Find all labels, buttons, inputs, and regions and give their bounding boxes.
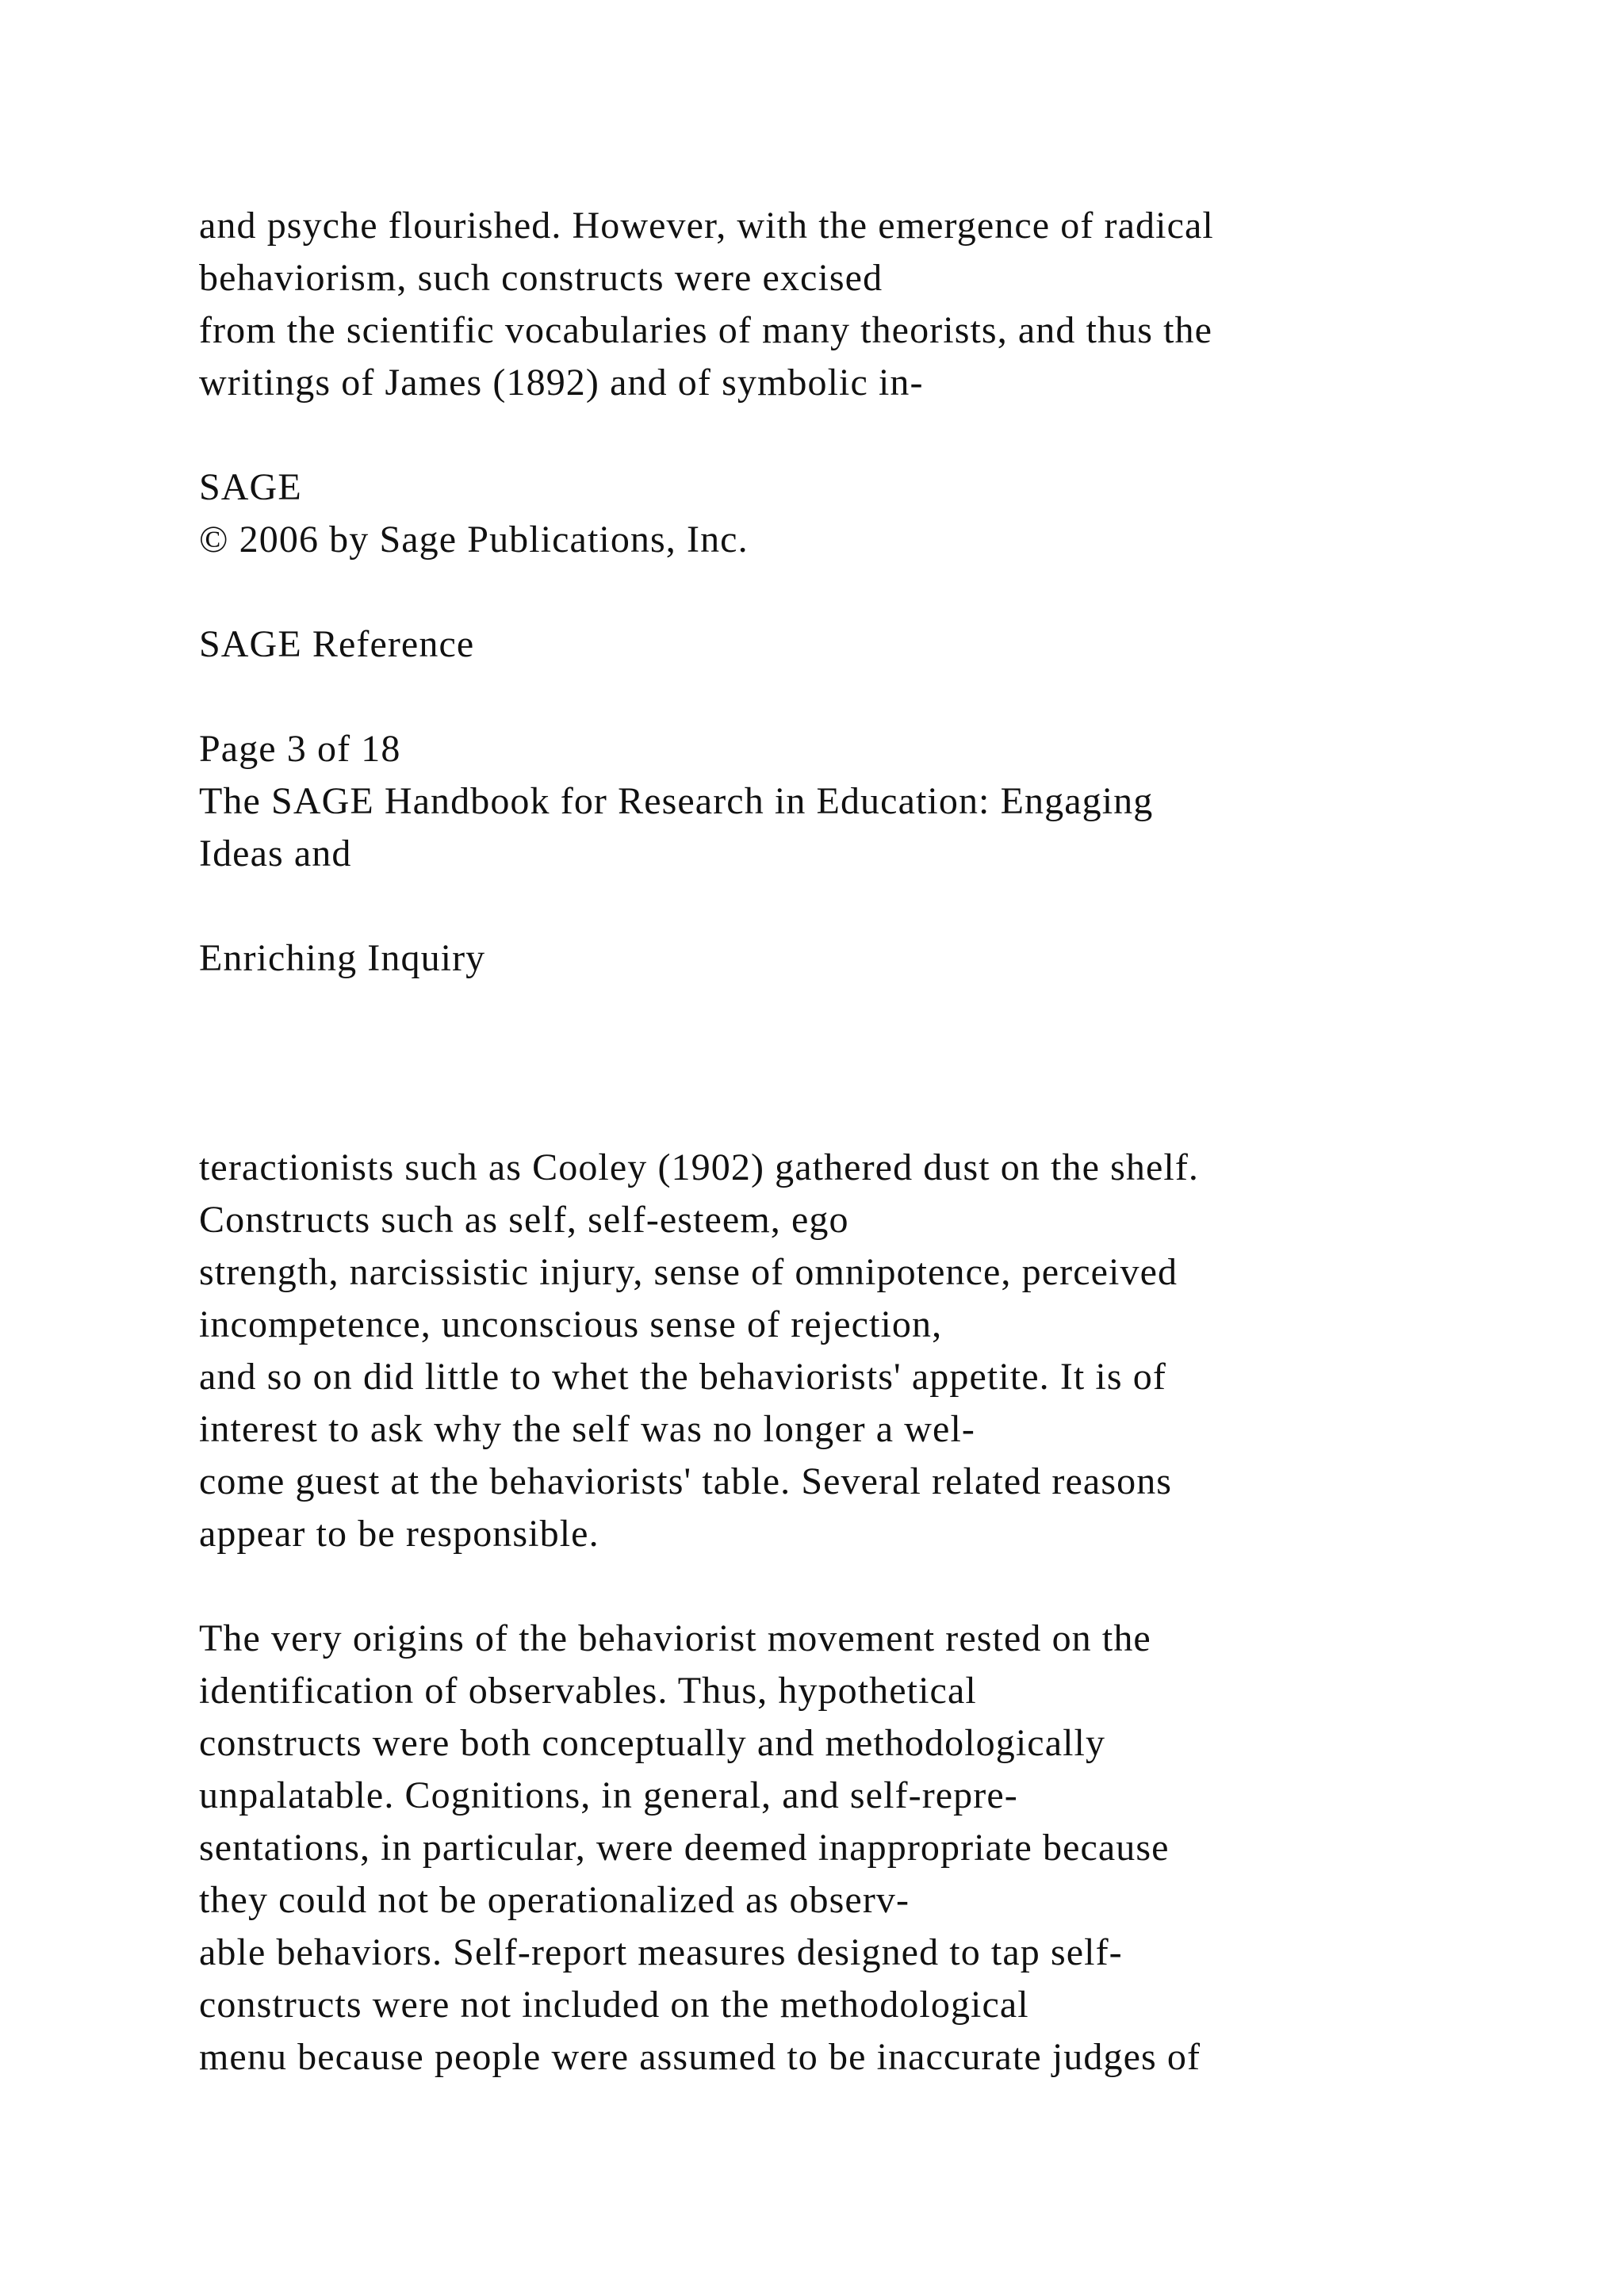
text-line: constructs were not included on the methodological: [199, 1984, 1029, 2026]
text-line: appear to be responsible.: [199, 1513, 599, 1555]
text-line: menu because people were assumed to be inaccurate judges of: [199, 2036, 1201, 2078]
publisher-name: SAGE: [199, 466, 302, 508]
text-line: teractionists such as Cooley (1902) gathered dust on the shelf.: [199, 1146, 1200, 1188]
text-line: and so on did little to whet the behaviorists' appetite. It is of: [199, 1356, 1166, 1398]
text-line: interest to ask why the self was no longer a wel-: [199, 1408, 975, 1450]
text-line: and psyche flourished. However, with the emergence of radical: [199, 205, 1214, 247]
text-line: The very origins of the behaviorist movement rested on the: [199, 1617, 1151, 1659]
text-line: strength, narcissistic injury, sense of omnipotence, perceived: [199, 1251, 1178, 1293]
source-label: SAGE Reference: [199, 623, 475, 665]
text-line: writings of James (1892) and of symbolic in-: [199, 362, 924, 404]
text-line: able behaviors. Self-report measures designed to tap self-: [199, 1931, 1123, 1973]
text-line: Constructs such as self, self-esteem, ego: [199, 1199, 849, 1241]
text-line: behaviorism, such constructs were excised: [199, 257, 883, 299]
book-title: Enriching Inquiry: [199, 937, 486, 979]
text-line: incompetence, unconscious sense of rejection,: [199, 1303, 943, 1345]
book-title: The SAGE Handbook for Research in Education: Engaging: [199, 780, 1154, 822]
text-line: constructs were both conceptually and methodologically: [199, 1722, 1106, 1764]
text-line: sentations, in particular, were deemed inappropriate because: [199, 1827, 1170, 1869]
copyright-notice: © 2006 by Sage Publications, Inc.: [199, 519, 749, 561]
page-number: Page 3 of 18: [199, 728, 401, 770]
text-line: come guest at the behaviorists' table. Several related reasons: [199, 1460, 1173, 1502]
text-line: identification of observables. Thus, hypothetical: [199, 1670, 977, 1712]
text-line: from the scientific vocabularies of many theorists, and thus the: [199, 309, 1213, 351]
text-line: unpalatable. Cognitions, in general, and self-repre-: [199, 1774, 1018, 1816]
text-line: they could not be operationalized as observ-: [199, 1879, 910, 1921]
book-title: Ideas and: [199, 832, 352, 874]
